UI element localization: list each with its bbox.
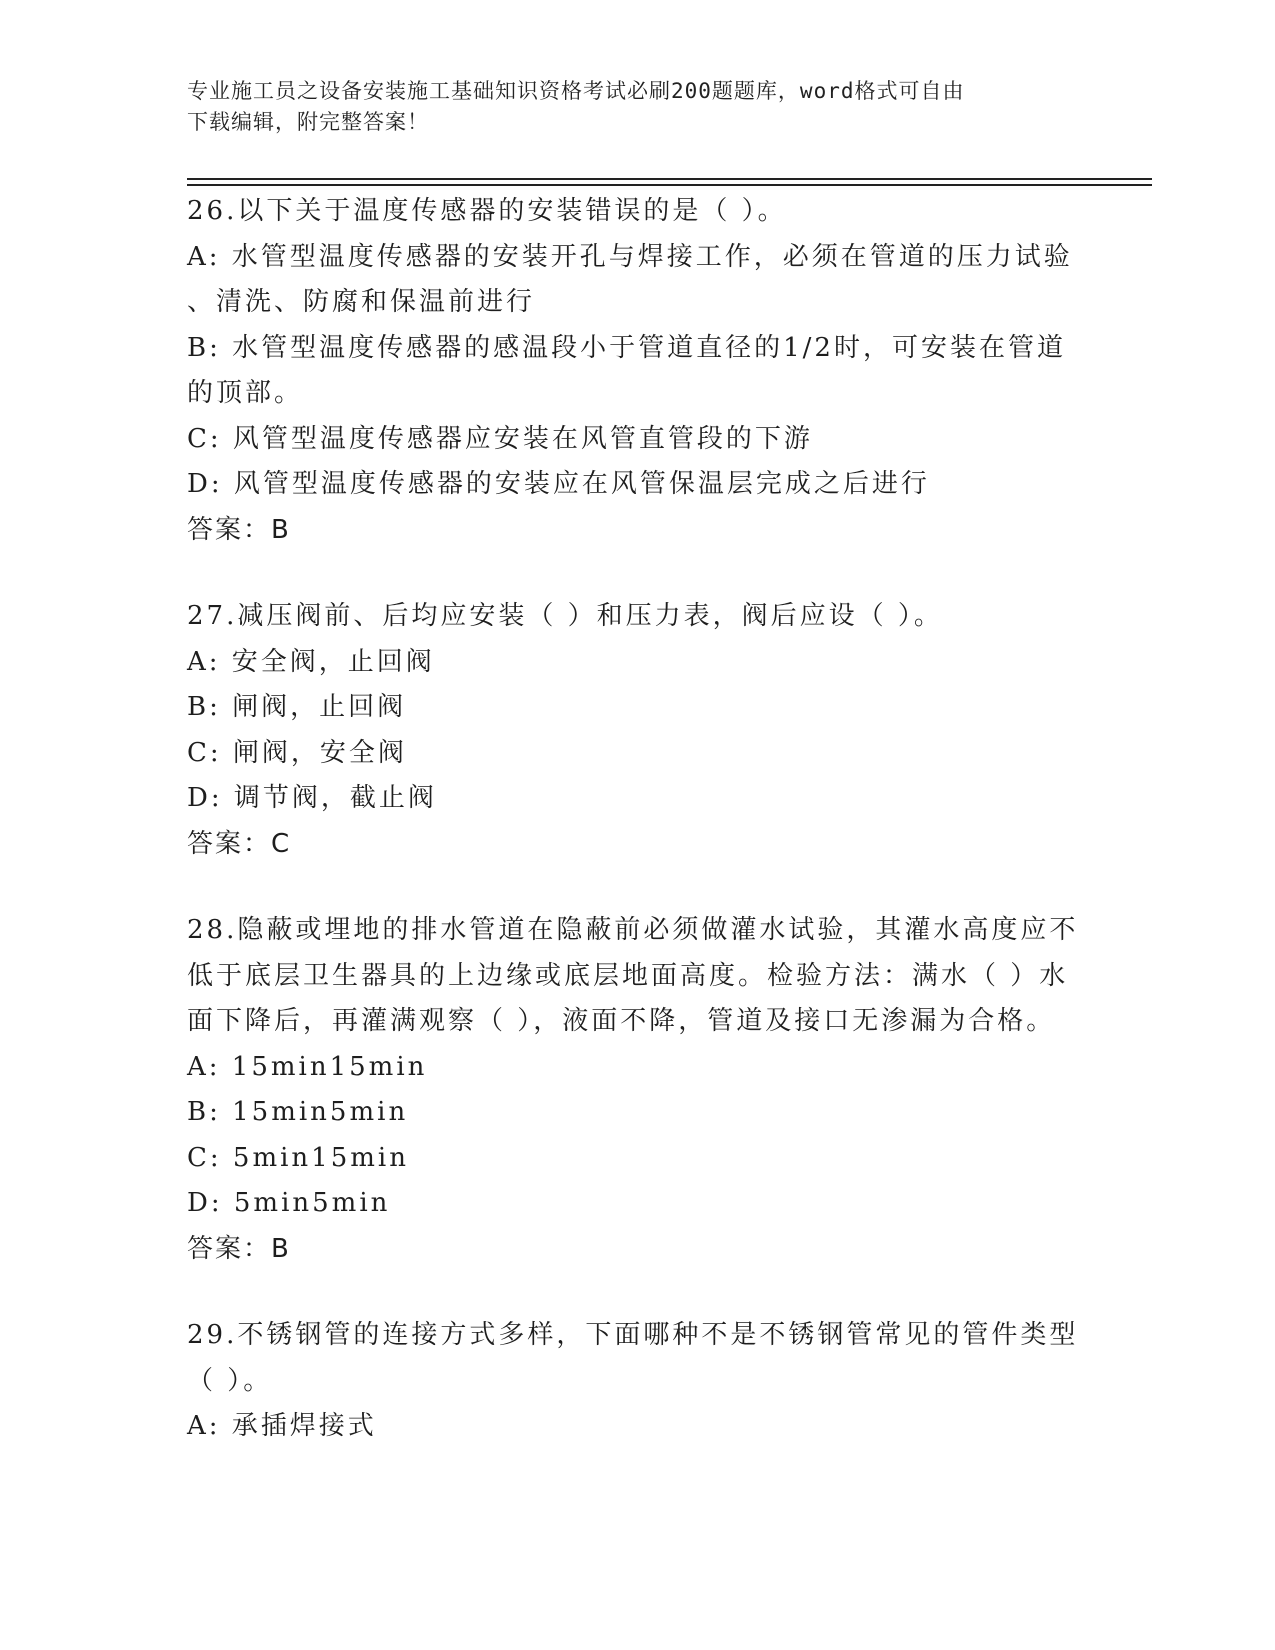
option-line: 的顶部。 <box>187 378 304 408</box>
question-29 <box>187 1313 1087 1450</box>
option-line: C: 5min15min <box>187 1142 409 1173</box>
question-28 <box>187 908 1087 1272</box>
option-line: C: 风管型温度传感器应安装在风管直管段的下游 <box>187 423 813 454</box>
question-26 <box>187 189 1087 553</box>
option-line: B: 闸阀，止回阀 <box>187 692 407 722</box>
question-27 <box>187 594 1087 867</box>
answer-line: 答案：C <box>187 828 292 859</box>
option-line: A: 15min15min <box>187 1051 428 1082</box>
answer-line: 答案：B <box>187 514 291 545</box>
option-line: A: 水管型温度传感器的安装开孔与焊接工作，必须在管道的压力试验 <box>187 241 1073 272</box>
question-list <box>187 189 1087 1491</box>
question-stem-line: 面下降后，再灌满观察（ ），液面不降，管道及接口无渗漏为合格。 <box>187 1006 1056 1036</box>
question-stem-line: （ ）。 <box>187 1365 273 1396</box>
header-line-2: 下载编辑，附完整答案！ <box>187 110 429 134</box>
option-line: A: 承插焊接式 <box>187 1411 377 1441</box>
header-line-1: 专业施工员之设备安装施工基础知识资格考试必刷200题题库，word格式可自由 <box>187 79 965 103</box>
question-stem-line: 27.减压阀前、后均应安装（ ）和压力表，阀后应设（ ）。 <box>187 601 943 631</box>
question-stem-line: 28.隐蔽或埋地的排水管道在隐蔽前必须做灌水试验，其灌水高度应不 <box>187 915 1079 945</box>
option-line: D: 5min5min <box>187 1188 391 1218</box>
option-line: B: 15min5min <box>187 1097 409 1127</box>
document-header <box>187 76 1067 138</box>
answer-line: 答案：B <box>187 1233 291 1264</box>
header-rule-top <box>187 178 1152 180</box>
option-line: D: 风管型温度传感器的安装应在风管保温层完成之后进行 <box>187 469 930 499</box>
option-line: B: 水管型温度传感器的感温段小于管道直径的1/2时，可安装在管道 <box>187 332 1066 363</box>
option-line: C: 闸阀，安全阀 <box>187 737 407 768</box>
question-stem-line: 26.以下关于温度传感器的安装错误的是（ ）。 <box>187 196 787 226</box>
option-line: D: 调节阀，截止阀 <box>187 783 437 813</box>
option-line: A: 安全阀，止回阀 <box>187 646 435 677</box>
question-stem-line: 29.不锈钢管的连接方式多样，下面哪种不是不锈钢管常见的管件类型 <box>187 1320 1079 1350</box>
header-rule-bottom <box>187 184 1152 186</box>
question-stem-line: 低于底层卫生器具的上边缘或底层地面高度。检验方法：满水（ ）水 <box>187 960 1069 991</box>
option-line: 、清洗、防腐和保温前进行 <box>187 287 536 317</box>
